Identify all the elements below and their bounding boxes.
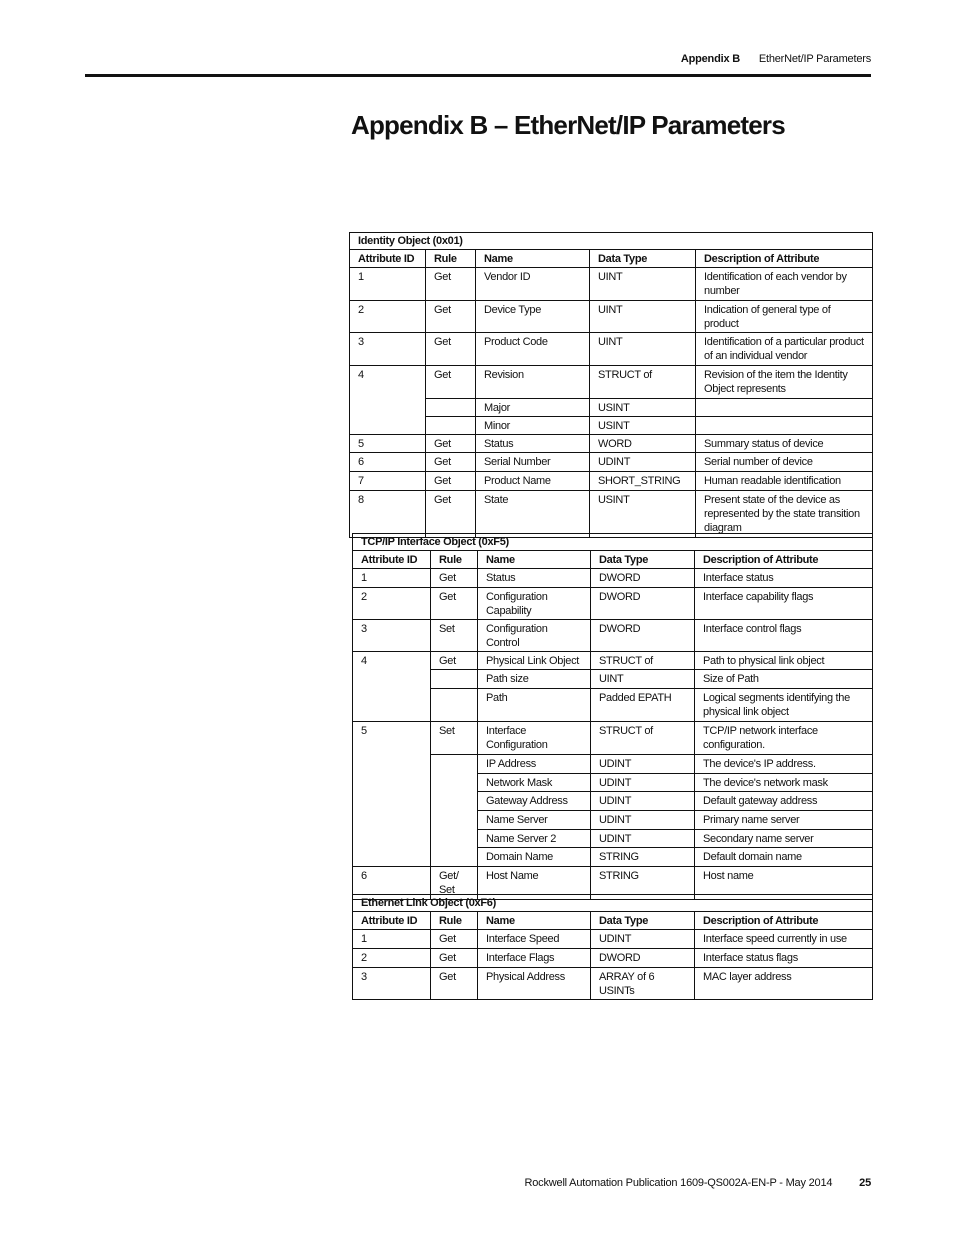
table-cell: USINT bbox=[590, 417, 696, 435]
table-cell: USINT bbox=[590, 399, 696, 417]
table-cell: UDINT bbox=[591, 774, 695, 792]
table-cell: 2 bbox=[353, 588, 431, 620]
footer-publication: Rockwell Automation Publication 1609-QS002A-EN-P - May 2014 bbox=[524, 1177, 833, 1189]
tcpip-interface-object-table bbox=[352, 533, 873, 900]
table-row bbox=[350, 453, 873, 472]
table-cell: Device Type bbox=[476, 301, 590, 333]
table-cell: Revision bbox=[476, 366, 590, 399]
table-cell: 6 bbox=[350, 453, 426, 472]
table-cell: Interface Configuration bbox=[478, 722, 591, 755]
table-cell: Gateway Address bbox=[478, 792, 591, 811]
table-cell: Primary name server bbox=[695, 811, 873, 830]
table-cell bbox=[431, 755, 478, 867]
table-row bbox=[350, 399, 873, 417]
table-cell: 4 bbox=[350, 366, 426, 435]
table-cell: The device's network mask bbox=[695, 774, 873, 792]
table-cell: UDINT bbox=[591, 811, 695, 830]
table-cell: Summary status of device bbox=[696, 435, 873, 453]
column-header: Description of Attribute bbox=[695, 912, 873, 930]
table-cell: Default gateway address bbox=[695, 792, 873, 811]
table-cell: 7 bbox=[350, 472, 426, 491]
table-cell: Get bbox=[426, 268, 476, 301]
table-cell: IP Address bbox=[478, 755, 591, 774]
table-row bbox=[350, 417, 873, 435]
table-cell: USINT bbox=[590, 491, 696, 538]
table-row bbox=[353, 652, 873, 670]
table-cell: UINT bbox=[591, 670, 695, 689]
table-cell: Get bbox=[426, 333, 476, 366]
table-cell: Host Name bbox=[478, 867, 591, 900]
table-cell: Set bbox=[431, 620, 478, 652]
table-row bbox=[353, 620, 873, 652]
column-header: Rule bbox=[426, 250, 476, 268]
table-cell: 5 bbox=[350, 435, 426, 453]
table-cell: Get bbox=[431, 930, 478, 949]
identity-object-table bbox=[349, 232, 873, 538]
table-cell: Default domain name bbox=[695, 848, 873, 867]
table-caption: TCP/IP Interface Object (0xF5) bbox=[353, 534, 873, 551]
column-header: Data Type bbox=[590, 250, 696, 268]
table-cell: Padded EPATH bbox=[591, 689, 695, 722]
header-rule bbox=[85, 74, 871, 77]
table-cell: STRING bbox=[591, 848, 695, 867]
table-cell: Status bbox=[476, 435, 590, 453]
table-cell: 8 bbox=[350, 491, 426, 538]
table-cell: Vendor ID bbox=[476, 268, 590, 301]
table-cell: Major bbox=[476, 399, 590, 417]
table-cell: Get bbox=[431, 968, 478, 1000]
table-cell: Configuration Capability bbox=[478, 588, 591, 620]
column-header: Description of Attribute bbox=[695, 551, 873, 569]
table-cell: Path size bbox=[478, 670, 591, 689]
table-cell: Get bbox=[426, 435, 476, 453]
table-cell: UDINT bbox=[591, 792, 695, 811]
table-row bbox=[353, 569, 873, 588]
table-cell: Interface speed currently in use bbox=[695, 930, 873, 949]
table-row bbox=[353, 968, 873, 1000]
table-cell: Physical Address bbox=[478, 968, 591, 1000]
table-cell: Path to physical link object bbox=[695, 652, 873, 670]
table-cell: DWORD bbox=[591, 620, 695, 652]
column-header: Data Type bbox=[591, 912, 695, 930]
table-cell: Interface capability flags bbox=[695, 588, 873, 620]
table-cell: Domain Name bbox=[478, 848, 591, 867]
table-cell: DWORD bbox=[591, 569, 695, 588]
column-header: Data Type bbox=[591, 551, 695, 569]
header-topic: EtherNet/IP Parameters bbox=[758, 53, 871, 65]
table-cell: The device's IP address. bbox=[695, 755, 873, 774]
table-cell: 3 bbox=[353, 620, 431, 652]
table-cell: 5 bbox=[353, 722, 431, 867]
table-row bbox=[350, 366, 873, 399]
table-cell: ARRAY of 6 USINTs bbox=[591, 968, 695, 1000]
page-footer bbox=[525, 1177, 871, 1189]
column-header: Attribute ID bbox=[350, 250, 426, 268]
table-cell: Interface status flags bbox=[695, 949, 873, 968]
header-section: Appendix B bbox=[680, 53, 740, 65]
table-cell: MAC layer address bbox=[695, 968, 873, 1000]
table-cell: Logical segments identifying the physical link object bbox=[695, 689, 873, 722]
table-row bbox=[353, 930, 873, 949]
table-cell: STRING bbox=[591, 867, 695, 900]
table-cell: Get/ Set bbox=[431, 867, 478, 900]
table-caption: Identity Object (0x01) bbox=[350, 233, 873, 250]
table-cell: Name Server bbox=[478, 811, 591, 830]
table-cell: Product Code bbox=[476, 333, 590, 366]
table-caption: Ethernet Link Object (0xF6) bbox=[353, 895, 873, 912]
table-cell: Get bbox=[426, 453, 476, 472]
table-row bbox=[353, 949, 873, 968]
running-header bbox=[681, 53, 871, 65]
table-cell: Get bbox=[431, 569, 478, 588]
table-cell: Host name bbox=[695, 867, 873, 900]
table-cell: 1 bbox=[353, 569, 431, 588]
table-cell: SHORT_STRING bbox=[590, 472, 696, 491]
page-number: 25 bbox=[859, 1177, 871, 1189]
table-cell bbox=[431, 689, 478, 722]
table-cell: Configuration Control bbox=[478, 620, 591, 652]
table-cell: WORD bbox=[590, 435, 696, 453]
table-header-row bbox=[353, 551, 873, 569]
table-row bbox=[353, 588, 873, 620]
table-cell: UDINT bbox=[591, 930, 695, 949]
table-cell: Interface status bbox=[695, 569, 873, 588]
table-cell: UINT bbox=[590, 268, 696, 301]
table-cell: 3 bbox=[350, 333, 426, 366]
table-cell: Revision of the item the Identity Object represents bbox=[696, 366, 873, 399]
column-header: Description of Attribute bbox=[696, 250, 873, 268]
ethernet-link-object-table bbox=[352, 894, 873, 1000]
table-cell: UDINT bbox=[591, 755, 695, 774]
table-cell: DWORD bbox=[591, 588, 695, 620]
table-cell: DWORD bbox=[591, 949, 695, 968]
table-row bbox=[350, 491, 873, 538]
table-cell: 2 bbox=[350, 301, 426, 333]
page-title: Appendix B – EtherNet/IP Parameters bbox=[351, 110, 785, 140]
table-cell: Set bbox=[431, 722, 478, 755]
table-row bbox=[350, 301, 873, 333]
table-cell: Serial Number bbox=[476, 453, 590, 472]
table-cell: Get bbox=[426, 472, 476, 491]
table-cell: STRUCT of bbox=[590, 366, 696, 399]
table-row bbox=[350, 268, 873, 301]
table-row bbox=[353, 755, 873, 774]
table-row bbox=[350, 435, 873, 453]
column-header: Attribute ID bbox=[353, 912, 431, 930]
column-header: Rule bbox=[431, 912, 478, 930]
table-cell: Network Mask bbox=[478, 774, 591, 792]
table-row bbox=[353, 689, 873, 722]
table-cell: Interface Flags bbox=[478, 949, 591, 968]
table-cell: Name Server 2 bbox=[478, 830, 591, 848]
table-cell: STRUCT of bbox=[591, 652, 695, 670]
table-row bbox=[350, 333, 873, 366]
table-cell: Size of Path bbox=[695, 670, 873, 689]
table-cell: Get bbox=[426, 491, 476, 538]
table-cell bbox=[696, 417, 873, 435]
table-cell: UINT bbox=[590, 333, 696, 366]
table-cell: UINT bbox=[590, 301, 696, 333]
table-cell: Get bbox=[426, 366, 476, 399]
table-cell: 2 bbox=[353, 949, 431, 968]
table-cell: Present state of the device as represented by the state transition diagram bbox=[696, 491, 873, 538]
table-row bbox=[353, 670, 873, 689]
table-cell: 1 bbox=[350, 268, 426, 301]
table-cell: State bbox=[476, 491, 590, 538]
table-cell bbox=[696, 399, 873, 417]
table-cell: Interface Speed bbox=[478, 930, 591, 949]
table-cell bbox=[426, 417, 476, 435]
table-cell: Serial number of device bbox=[696, 453, 873, 472]
table-cell bbox=[431, 670, 478, 689]
table-cell: Physical Link Object bbox=[478, 652, 591, 670]
table-cell: Get bbox=[431, 652, 478, 670]
table-cell bbox=[426, 399, 476, 417]
table-cell: Secondary name server bbox=[695, 830, 873, 848]
column-header: Name bbox=[478, 551, 591, 569]
table-cell: Identification of a particular product of an individual vendor bbox=[696, 333, 873, 366]
table-cell: 1 bbox=[353, 930, 431, 949]
table-cell: Product Name bbox=[476, 472, 590, 491]
table-cell: Indication of general type of product bbox=[696, 301, 873, 333]
table-header-row bbox=[353, 912, 873, 930]
table-cell: Human readable identification bbox=[696, 472, 873, 491]
table-cell: 4 bbox=[353, 652, 431, 722]
column-header: Attribute ID bbox=[353, 551, 431, 569]
table-row bbox=[350, 472, 873, 491]
table-cell: UDINT bbox=[590, 453, 696, 472]
table-cell: Get bbox=[426, 301, 476, 333]
table-cell: Get bbox=[431, 949, 478, 968]
table-cell: 3 bbox=[353, 968, 431, 1000]
table-header-row bbox=[350, 250, 873, 268]
table-cell: TCP/IP network interface configuration. bbox=[695, 722, 873, 755]
table-cell: Identification of each vendor by number bbox=[696, 268, 873, 301]
table-cell: Interface control flags bbox=[695, 620, 873, 652]
table-cell: Get bbox=[431, 588, 478, 620]
table-cell: Path bbox=[478, 689, 591, 722]
table-cell: Status bbox=[478, 569, 591, 588]
column-header: Rule bbox=[431, 551, 478, 569]
column-header: Name bbox=[476, 250, 590, 268]
table-cell: Minor bbox=[476, 417, 590, 435]
table-row bbox=[353, 722, 873, 755]
table-cell: STRUCT of bbox=[591, 722, 695, 755]
table-cell: UDINT bbox=[591, 830, 695, 848]
table-cell: 6 bbox=[353, 867, 431, 900]
column-header: Name bbox=[478, 912, 591, 930]
